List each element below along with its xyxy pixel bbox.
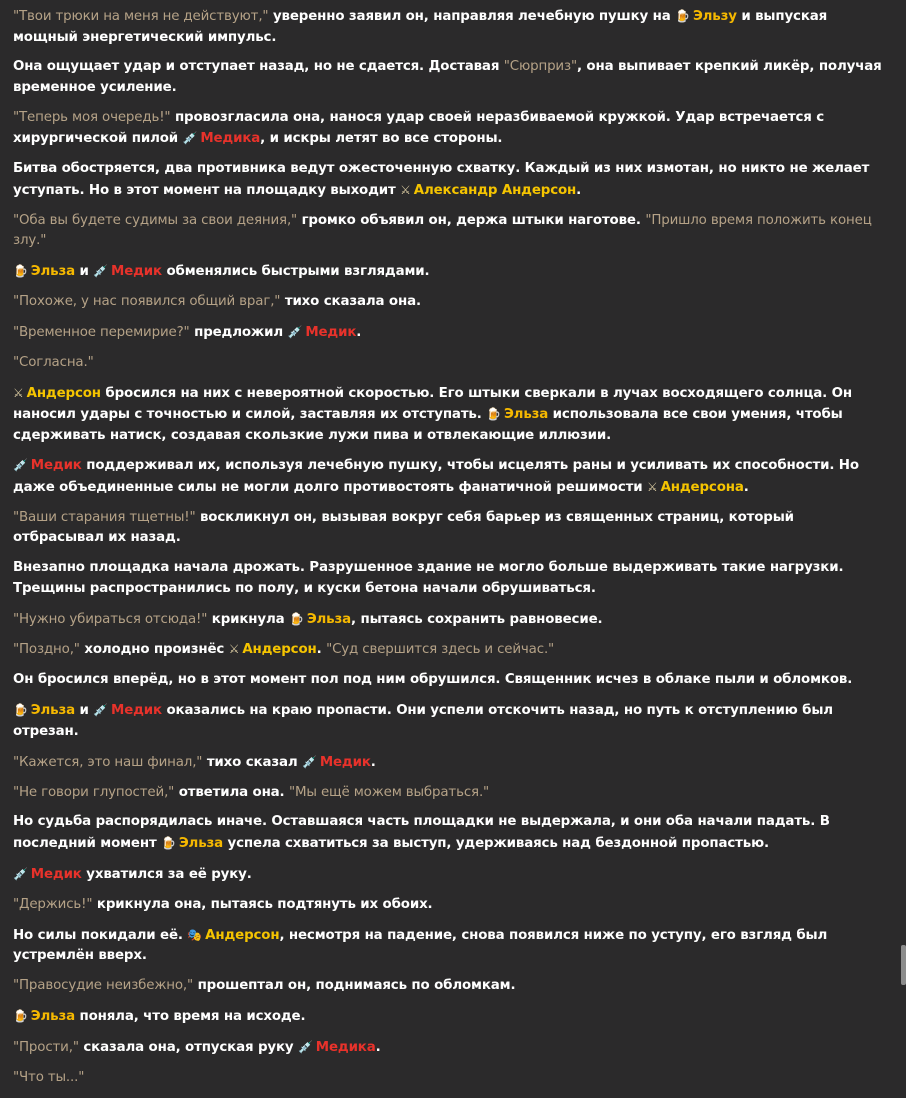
character-name-elsa: Эльза — [178, 835, 224, 851]
story-paragraph — [13, 211, 885, 252]
beer-mug-icon: 🍺 — [675, 9, 690, 23]
beer-mug-icon: 🍺 — [486, 407, 501, 422]
syringe-icon: 💉 — [13, 458, 28, 473]
narration-text: Она ощущает удар и отступает назад, но не сдается. Доставая — [13, 59, 504, 75]
beer-mug-icon: 🍺 — [13, 263, 28, 278]
story-paragraph — [13, 783, 885, 804]
character-name-elsa: Эльза — [30, 263, 75, 279]
story-log — [13, 6, 885, 1098]
narration-text: бросился на них с невероятной скоростью. Его штыки сверкали в лучах восходящего солнца. Он наносил удары с точностью и силой, заставляя их отступать. — [13, 385, 852, 423]
dialogue-quote: "Поздно," — [13, 642, 80, 658]
story-paragraph — [13, 925, 885, 967]
narration-text: крикнула — [207, 611, 290, 627]
beer-mug-icon: 🍺 — [289, 611, 304, 626]
character-name-medic: Медик — [319, 754, 371, 770]
character-name-elsa: Эльза — [30, 1008, 75, 1024]
narration-text: Но судьба распорядилась иначе. Оставшаяся часть площадки не выдержала, и они оба начали падать. В последний момент — [13, 814, 830, 851]
narration-text: Но силы покидали её. — [13, 927, 188, 943]
story-paragraph — [13, 322, 885, 344]
narration-text: оказались на краю пропасти. Они успели отскочить назад, но путь к отступлению был отрезан. — [13, 703, 833, 739]
narration-text: , пытаясь сохранить равновесие. — [351, 611, 603, 627]
dialogue-quote: "Твои трюки на меня не действуют," — [13, 9, 269, 24]
character-name-elsa: Эльза — [306, 611, 352, 627]
character-name-medic: Медика — [200, 131, 261, 147]
narration-text: и выпуская мощный энергетический импульс. — [13, 9, 828, 45]
story-paragraph — [13, 609, 885, 631]
character-name-medic: Медик — [30, 866, 82, 882]
character-name-anderson: Андерсон — [242, 642, 317, 658]
narration-text: . — [356, 324, 362, 340]
dialogue-quote: "Ваши старания тщетны!" — [13, 509, 196, 525]
character-name-anderson: Александр Андерсон — [413, 182, 577, 198]
story-paragraph — [13, 1068, 885, 1089]
syringe-icon: 💉 — [302, 754, 317, 769]
story-paragraph — [13, 292, 885, 313]
bayonet-icon: ⚔ — [400, 182, 411, 197]
narration-text: тихо сказал — [202, 754, 303, 770]
dialogue-quote: "Не говори глупостей," — [13, 784, 175, 800]
narration-text: , несмотря на падение, снова появился ниже по уступу, его взгляд был устремлён вверх. — [13, 927, 828, 964]
story-paragraph — [13, 558, 885, 599]
narration-text: обменялись быстрыми взглядами. — [161, 263, 430, 279]
narration-text: , она выпивает крепкий ликёр, получая временное усиление. — [13, 59, 882, 95]
narration-text: тихо сказала она. — [280, 293, 421, 309]
narration-text: холодно произнёс — [79, 642, 229, 658]
character-name-medic: Медик — [111, 703, 162, 719]
dialogue-quote: "Суд свершится здесь и сейчас." — [326, 642, 555, 658]
narration-text: и — [74, 263, 94, 279]
narration-text: воскликнул он, вызывая вокруг себя барьер из священных страниц, который отбрасывал их назад. — [13, 509, 794, 546]
dialogue-quote: "Временное перемирие?" — [13, 324, 190, 340]
narration-text: . — [576, 182, 582, 198]
dialogue-quote: "Теперь моя очередь!" — [13, 109, 171, 125]
character-name-anderson: Андерсон — [26, 385, 101, 401]
character-name-anderson: Андерсона — [660, 479, 744, 495]
story-paragraph — [13, 57, 885, 98]
narration-text: сказала она, отпуская руку — [78, 1039, 298, 1055]
dialogue-quote: "Держись!" — [13, 896, 93, 912]
dialogue-quote: "Нужно убираться отсюда!" — [13, 611, 208, 627]
story-paragraph — [13, 353, 885, 374]
bayonet-icon: ⚔ — [646, 479, 658, 494]
story-paragraph — [13, 976, 885, 997]
story-paragraph — [13, 812, 885, 854]
scrollbar-thumb[interactable] — [901, 945, 906, 985]
character-name-medic: Медик — [305, 324, 357, 340]
story-paragraph — [13, 639, 885, 661]
syringe-icon: 💉 — [182, 131, 198, 146]
story-paragraph — [13, 1006, 885, 1028]
story-paragraph — [13, 1037, 885, 1059]
character-name-medic: Медика — [315, 1039, 376, 1055]
story-paragraph — [13, 895, 885, 916]
narration-text: Внезапно площадка начала дрожать. Разрушенное здание не могло больше выдерживать такие нагрузки. Трещины распространились по полу, и куски бетона начали обрушиваться. — [13, 560, 844, 596]
story-paragraph — [13, 700, 885, 742]
mask-icon: 🎭 — [187, 927, 203, 942]
narration-text: провозгласила она, нанося удар своей неразбиваемой кружкой. Удар встречается с хирургической пилой — [13, 109, 825, 147]
story-paragraph — [13, 864, 885, 886]
dialogue-quote: "Похоже, у нас появился общий враг," — [13, 293, 281, 309]
story-paragraph — [13, 670, 885, 691]
syringe-icon: 💉 — [93, 703, 109, 718]
dialogue-quote: "Сюрприз" — [503, 59, 577, 75]
narration-text: предложил — [189, 324, 288, 340]
syringe-icon: 💉 — [298, 1039, 313, 1054]
syringe-icon: 💉 — [287, 324, 303, 339]
narration-text: , и искры летят во все стороны. — [260, 131, 503, 147]
character-name-elsa: Эльза — [504, 407, 549, 423]
character-name-medic: Медик — [30, 458, 82, 474]
narration-text: прошептал он, поднимаясь по обломкам. — [193, 977, 516, 993]
dialogue-quote: "Согласна." — [13, 354, 94, 370]
dialogue-quote: "Кажется, это наш финал," — [13, 754, 203, 770]
narration-text: Битва обостряется, два противника ведут ожесточенную схватку. Каждый из них измотан, но никто не желает уступать. Но в этот момент на площадку выходит — [13, 161, 870, 198]
narration-text: и — [74, 703, 94, 719]
story-paragraph — [13, 261, 885, 283]
character-name-elsa: Эльзу — [692, 9, 737, 24]
bayonet-icon: ⚔ — [13, 385, 24, 400]
dialogue-quote: "Пришло время положить конец злу." — [13, 212, 872, 249]
dialogue-quote: "Оба вы будете судимы за свои деяния," — [13, 212, 298, 228]
narration-text: . — [375, 1039, 381, 1055]
narration-text: . — [370, 754, 376, 770]
narration-text: крикнула она, пытаясь подтянуть их обоих. — [92, 896, 433, 912]
syringe-icon: 💉 — [93, 263, 109, 278]
story-paragraph — [13, 159, 885, 201]
beer-mug-icon: 🍺 — [13, 1008, 28, 1023]
dialogue-quote: "Прости," — [13, 1039, 79, 1055]
narration-text: ответила она. — [174, 784, 290, 800]
story-paragraph — [13, 6, 885, 48]
narration-text: Он бросился вперёд, но в этот момент пол под ним обрушился. Священник исчез в облаке пыли и обломков. — [13, 672, 853, 688]
story-paragraph — [13, 455, 885, 498]
narration-text: . — [743, 479, 749, 495]
narration-text: ухватился за её руку. — [81, 866, 252, 882]
narration-text: поняла, что время на исходе. — [74, 1008, 306, 1024]
narration-text: успела схватиться за выступ, удерживаясь над бездонной пропастью. — [223, 835, 769, 851]
beer-mug-icon: 🍺 — [13, 703, 28, 718]
narration-text: громко объявил он, держа штыки наготове. — [297, 212, 646, 228]
narration-text: . — [316, 642, 327, 658]
character-name-anderson: Андерсон — [205, 927, 280, 943]
dialogue-quote: "Правосудие неизбежно," — [13, 977, 194, 993]
story-paragraph — [13, 383, 885, 447]
story-paragraph — [13, 108, 885, 150]
story-paragraph — [13, 508, 885, 549]
character-name-medic: Медик — [111, 263, 162, 279]
dialogue-quote: "Что ты..." — [13, 1069, 85, 1085]
beer-mug-icon: 🍺 — [161, 835, 176, 850]
narration-text: поддерживал их, используя лечебную пушку, чтобы исцелять раны и усиливать их способности. Но даже объединенные силы не могли долго противостоять фанатичной решимости — [13, 458, 859, 495]
character-name-elsa: Эльза — [30, 703, 75, 719]
bayonet-icon: ⚔ — [228, 642, 240, 657]
narration-text: использовала все свои умения, чтобы сдерживать натиск, создавая скользкие лужи пива и отвлекающие иллюзии. — [13, 407, 843, 443]
dialogue-quote: "Мы ещё можем выбраться." — [289, 784, 490, 800]
syringe-icon: 💉 — [13, 866, 28, 881]
story-paragraph — [13, 752, 885, 774]
narration-text: уверенно заявил он, направляя лечебную пушку на — [268, 9, 676, 24]
scrollbar-track[interactable] — [901, 0, 906, 997]
